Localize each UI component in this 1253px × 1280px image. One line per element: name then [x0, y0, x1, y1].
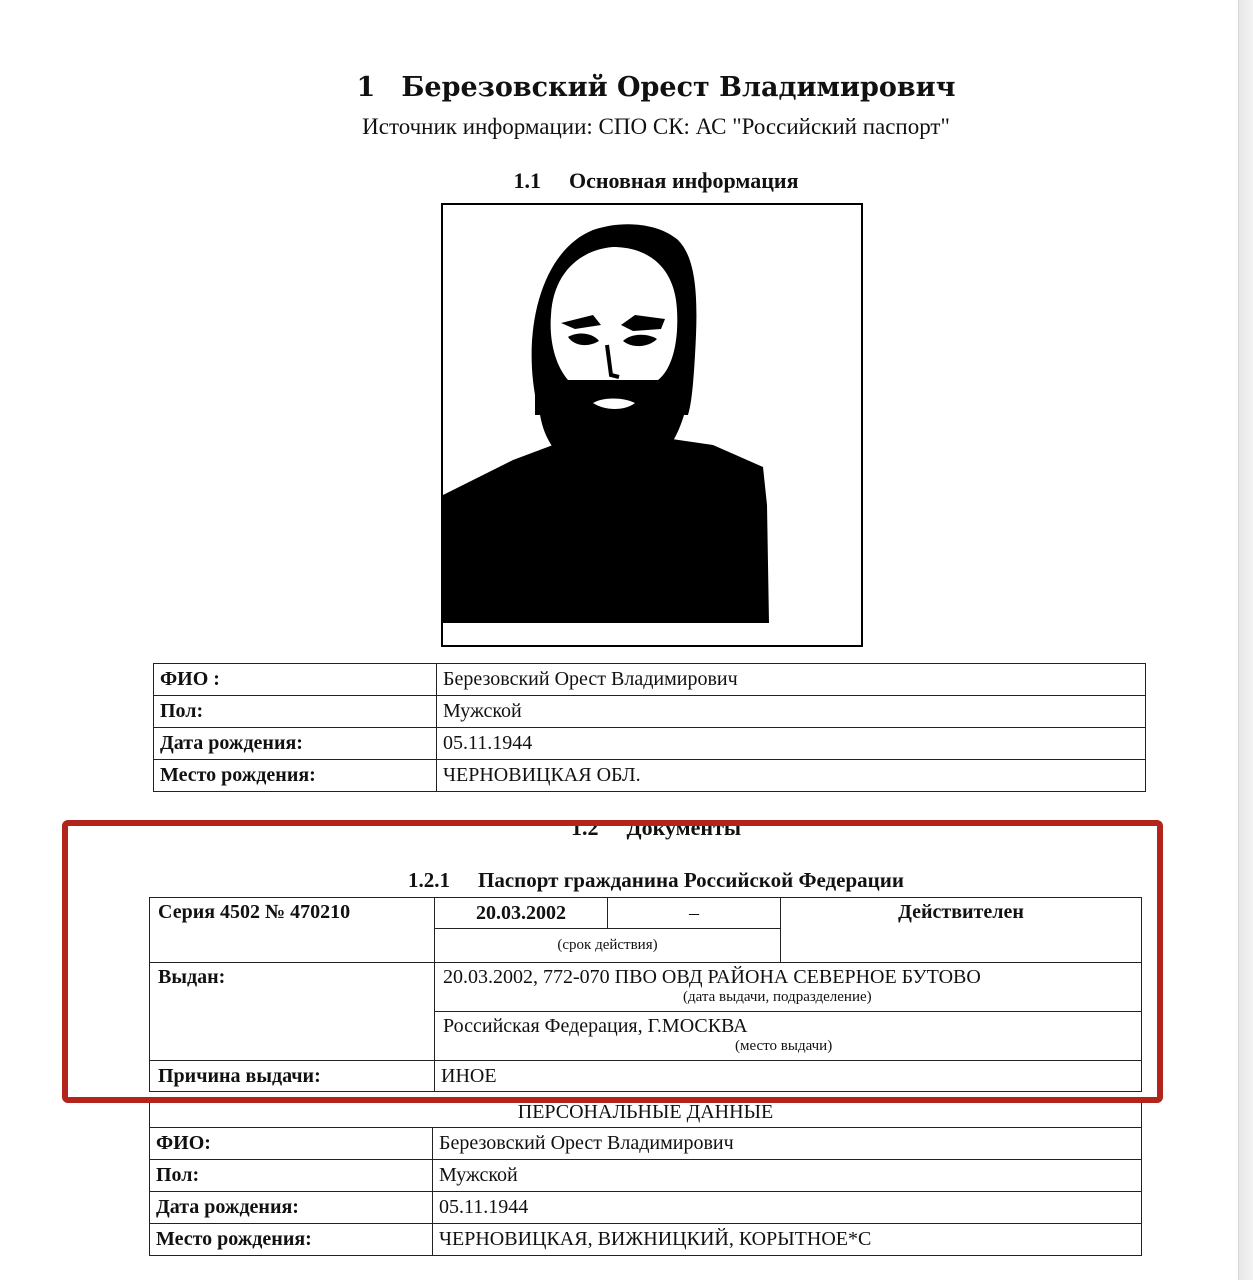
row-value: ЧЕРНОВИЦКАЯ, ВИЖНИЦКИЙ, КОРЫТНОЕ*С [433, 1224, 1142, 1256]
section-main-number: 1.1 [513, 168, 541, 193]
row-label: ФИО : [154, 664, 437, 696]
row-label: ФИО: [150, 1128, 433, 1160]
validity-caption: (срок действия) [435, 929, 781, 963]
place-value: Российская Федерация, Г.МОСКВА [443, 1015, 748, 1037]
place-caption: (место выдачи) [735, 1038, 833, 1054]
row-label: Место рождения: [150, 1224, 433, 1256]
passport-issue-date: 20.03.2002 [435, 898, 608, 929]
table-row [154, 760, 1146, 792]
section-docs-number: 1.2 [570, 815, 599, 840]
row-value: 05.11.1944 [437, 728, 1146, 760]
section-main-title: Основная информация [568, 168, 799, 193]
row-value: ЧЕРНОВИЦКАЯ ОБЛ. [437, 760, 1146, 792]
heading-number: 1 [356, 72, 376, 103]
passport-status: Действителен [781, 898, 1142, 963]
personal-data-table [149, 1097, 1142, 1256]
row-value: Березовский Орест Владимирович [437, 664, 1146, 696]
table-row [150, 1160, 1142, 1192]
reason-label: Причина выдачи: [150, 1061, 435, 1092]
highlight-box [62, 820, 1163, 1103]
issued-label: Выдан: [150, 963, 435, 1061]
row-label: Пол: [150, 1160, 433, 1192]
table-row [154, 696, 1146, 728]
row-value: Мужской [437, 696, 1146, 728]
table-row [154, 664, 1146, 696]
section-docs-title: Документы [626, 815, 742, 840]
row-label: Дата рождения: [150, 1192, 433, 1224]
table-row [150, 1192, 1142, 1224]
section-main-heading [0, 168, 1253, 194]
row-label: Дата рождения: [154, 728, 437, 760]
passport-heading-title: Паспорт гражданина Российской Федерации [478, 868, 904, 892]
source-line: Источник информации: СПО СК: АС "Российский паспорт" [362, 114, 950, 139]
main-info-table [153, 663, 1146, 792]
portrait-silhouette-icon [443, 205, 861, 645]
passport-expiry: – [608, 898, 781, 929]
row-value: Мужской [433, 1160, 1142, 1192]
table-row [150, 1224, 1142, 1256]
row-value: Березовский Орест Владимирович [433, 1128, 1142, 1160]
heading-name: Березовский Орест Владимирович [401, 72, 956, 103]
passport-series: Серия 4502 № 470210 [150, 898, 435, 963]
reason-value: ИНОЕ [435, 1061, 1142, 1092]
row-label: Пол: [154, 696, 437, 728]
personal-header: ПЕРСОНАЛЬНЫЕ ДАННЫЕ [150, 1097, 1142, 1128]
passport-heading-number: 1.2.1 [408, 868, 450, 892]
row-value: 05.11.1944 [433, 1192, 1142, 1224]
issued-caption: (дата выдачи, подразделение) [683, 989, 872, 1005]
issued-value: 20.03.2002, 772-070 ПВО ОВД РАЙОНА СЕВЕРНОЕ БУТОВО [443, 966, 981, 988]
row-label: Место рождения: [154, 760, 437, 792]
table-row [150, 1128, 1142, 1160]
table-row [154, 728, 1146, 760]
portrait-photo [441, 203, 863, 647]
person-heading [0, 72, 1253, 103]
